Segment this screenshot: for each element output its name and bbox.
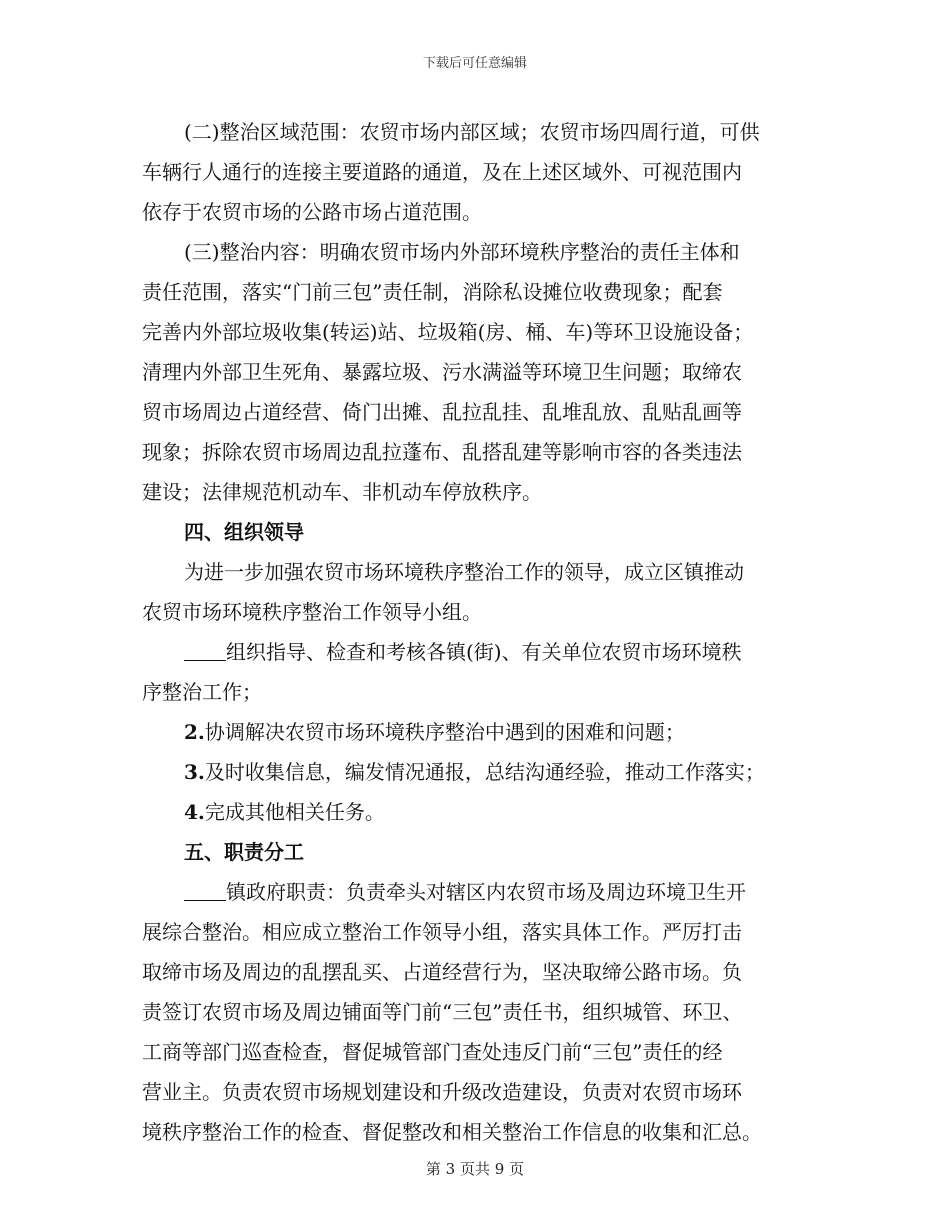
- list-item: [142, 792, 814, 832]
- list-item-text: 及时收集信息，编发情况通报，总结沟通经验，推动工作落实；: [204, 760, 765, 784]
- list-item: [142, 632, 814, 672]
- blank-underline: [184, 882, 226, 901]
- paragraph-line: 为进一步加强农贸市场环境秩序整治工作的领导，成立区镇推动: [184, 560, 744, 584]
- paragraph-line: 建设；法律规范机动车、非机动车停放秩序。: [142, 480, 542, 504]
- paragraph-line: 境秩序整治工作的检查、督促整改和相关整治工作信息的收集和汇总。: [142, 1120, 762, 1144]
- paragraph-line: 营业主。负责农贸市场规划建设和升级改造建设，负责对农贸市场环: [142, 1080, 742, 1104]
- blank-underline: [184, 642, 226, 661]
- page-header: 下载后可任意编辑: [422, 56, 527, 71]
- paragraph-line: (二)整治区域范围：农贸市场内部区域；农贸市场四周行道，可供: [184, 120, 760, 144]
- list-item-text: 组织指导、检查和考核各镇(街)、有关单位农贸市场环境秩: [226, 640, 742, 664]
- list-item-text: 协调解决农贸市场环境秩序整治中遇到的困难和问题；: [204, 720, 685, 744]
- list-item-text: 完成其他相关任务。: [204, 800, 385, 824]
- paragraph-line: 车辆行人通行的连接主要道路的通道，及在上述区域外、可视范围内: [142, 160, 742, 184]
- paragraph-line: (三)整治内容：明确农贸市场内外部环境秩序整治的责任主体和: [184, 240, 740, 264]
- list-number: 2.: [184, 720, 205, 744]
- paragraph-line: 贸市场周边占道经营、倚门出摊、乱拉乱挂、乱堆乱放、乱贴乱画等: [142, 400, 742, 424]
- paragraph-line: 责签订农贸市场及周边铺面等门前“三包”责任书，组织城管、环卫、: [142, 1000, 743, 1024]
- section-heading: 四、组织领导: [184, 520, 304, 544]
- list-item: [142, 752, 814, 792]
- list-item: [142, 712, 814, 752]
- paragraph-line: 完善内外部垃圾收集(转运)站、垃圾箱(房、桶、车)等环卫设施设备；: [142, 320, 754, 344]
- paragraph-line: 责任范围，落实“门前三包”责任制，消除私设摊位收费现象；配套: [142, 280, 723, 304]
- paragraph-line: [142, 872, 814, 912]
- paragraph-text: 镇政府职责：负责牵头对辖区内农贸市场及周边环境卫生开: [226, 880, 746, 904]
- paragraph-line: 依存于农贸市场的公路市场占道范围。: [142, 200, 482, 224]
- paragraph-line: 展综合整治。相应成立整治工作领导小组，落实具体工作。严厉打击: [142, 920, 742, 944]
- paragraph-line: 序整治工作；: [142, 680, 262, 704]
- list-number: 4.: [184, 800, 205, 824]
- paragraph-line: 现象；拆除农贸市场周边乱拉蓬布、乱搭乱建等影响市容的各类违法: [142, 440, 742, 464]
- paragraph-line: 农贸市场环境秩序整治工作领导小组。: [142, 600, 482, 624]
- document-body: [142, 112, 814, 1152]
- list-number: 3.: [184, 760, 205, 784]
- paragraph-line: 工商等部门巡查检查，督促城管部门查处违反门前“三包”责任的经: [142, 1040, 723, 1064]
- paragraph-line: 清理内外部卫生死角、暴露垃圾、污水满溢等环境卫生问题；取缔农: [142, 360, 742, 384]
- section-heading: 五、职责分工: [184, 840, 304, 864]
- page-footer: 第 3 页共 9 页: [425, 1160, 525, 1178]
- paragraph-line: 取缔市场及周边的乱摆乱买、占道经营行为，坚决取缔公路市场。负: [142, 960, 742, 984]
